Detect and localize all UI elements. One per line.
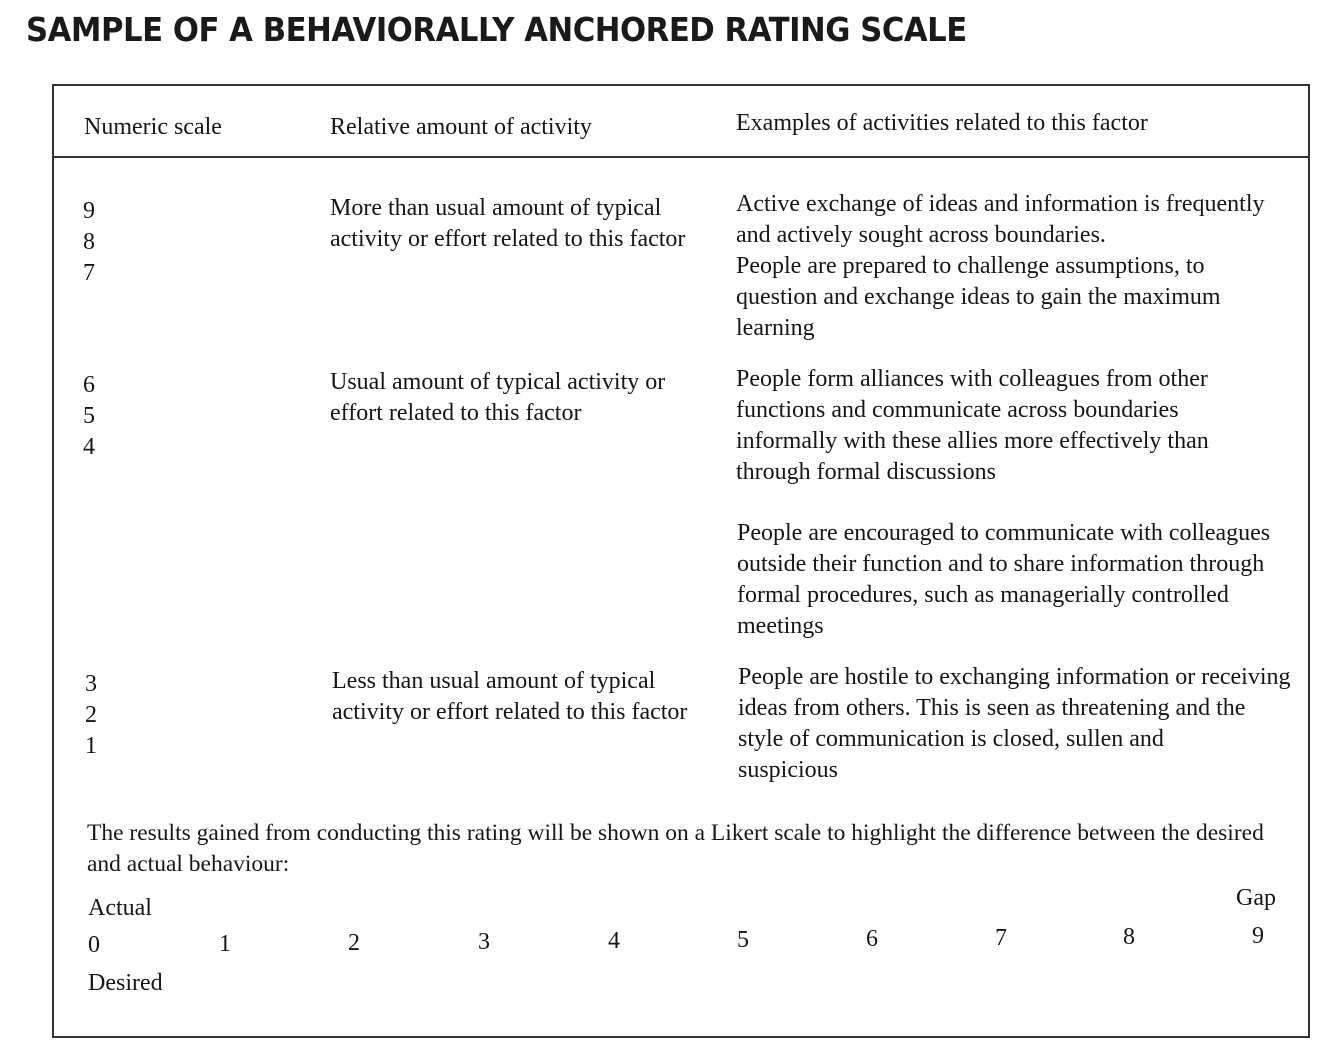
relative-line: effort related to this factor (330, 400, 582, 426)
relative-line: activity or effort related to this factor (330, 226, 686, 252)
scale-value: 1 (85, 733, 97, 759)
actual-label: Actual (88, 895, 152, 921)
likert-scale-value: 8 (1123, 924, 1135, 950)
row-usual-examples (736, 364, 1209, 488)
example-line: informally with these allies more effectively than (736, 428, 1209, 454)
likert-scale-value: 3 (478, 929, 490, 955)
example-line: ideas from others. This is seen as threatening and the (738, 695, 1246, 721)
scale-value: 7 (83, 260, 95, 286)
scale-value: 6 (83, 372, 95, 398)
example-line: through formal discussions (736, 459, 996, 485)
scale-value: 5 (83, 403, 95, 429)
example-line: formal procedures, such as managerially controlled (737, 582, 1229, 608)
likert-scale-value: 1 (219, 931, 231, 957)
scale-value: 9 (83, 198, 95, 224)
row-usual-examples-2 (737, 518, 1270, 642)
header-numeric-scale: Numeric scale (84, 114, 222, 140)
scale-value: 2 (85, 702, 97, 728)
example-line: Active exchange of ideas and information is frequently (736, 191, 1265, 217)
scale-value: 3 (85, 671, 97, 697)
row-low-scale (85, 669, 115, 762)
example-line: suspicious (738, 757, 839, 783)
example-line: meetings (737, 613, 824, 639)
likert-scale-value: 0 (88, 932, 100, 958)
likert-scale-value: 9 (1252, 923, 1264, 949)
header-relative-amount: Relative amount of activity (330, 114, 592, 140)
likert-scale-value: 5 (737, 927, 749, 953)
example-line: People form alliances with colleagues from other (736, 366, 1208, 392)
gap-label: Gap (1236, 885, 1276, 911)
likert-scale-value: 4 (608, 928, 620, 954)
row-usual-scale (83, 370, 113, 463)
header-examples: Examples of activities related to this factor (736, 110, 1148, 136)
row-usual-relative (330, 367, 665, 429)
relative-line: Less than usual amount of typical (332, 668, 656, 694)
example-line: question and exchange ideas to gain the maximum (736, 284, 1221, 310)
example-line: and actively sought across boundaries. (736, 222, 1106, 248)
example-line: People are prepared to challenge assumptions, to (736, 253, 1205, 279)
example-line: People are hostile to exchanging information or receiving (738, 664, 1291, 690)
likert-intro-line: The results gained from conducting this rating will be shown on a Likert scale to highlight the difference between the desired (87, 820, 1264, 846)
row-low-relative (332, 666, 687, 728)
relative-line: activity or effort related to this factor (332, 699, 688, 725)
desired-label: Desired (88, 970, 163, 996)
row-high-scale (83, 196, 113, 289)
relative-line: Usual amount of typical activity or (330, 369, 666, 395)
row-high-relative (330, 193, 685, 255)
header-divider (52, 156, 1310, 158)
likert-intro-line: and actual behaviour: (87, 851, 290, 877)
example-line: People are encouraged to communicate with colleagues (737, 520, 1271, 546)
row-low-examples (738, 662, 1291, 786)
relative-line: More than usual amount of typical (330, 195, 662, 221)
example-line: learning (736, 315, 815, 341)
scale-value: 4 (83, 434, 95, 460)
example-line: outside their function and to share information through (737, 551, 1265, 577)
likert-scale-value: 7 (995, 925, 1007, 951)
scale-value: 8 (83, 229, 95, 255)
example-line: style of communication is closed, sullen and (738, 726, 1164, 752)
example-line: functions and communicate across boundaries (736, 397, 1179, 423)
row-high-examples (736, 189, 1264, 344)
likert-scale-value: 2 (348, 930, 360, 956)
page-title: SAMPLE OF A BEHAVIORALLY ANCHORED RATING SCALE (26, 10, 967, 49)
likert-intro (87, 818, 1264, 880)
likert-scale-value: 6 (866, 926, 878, 952)
